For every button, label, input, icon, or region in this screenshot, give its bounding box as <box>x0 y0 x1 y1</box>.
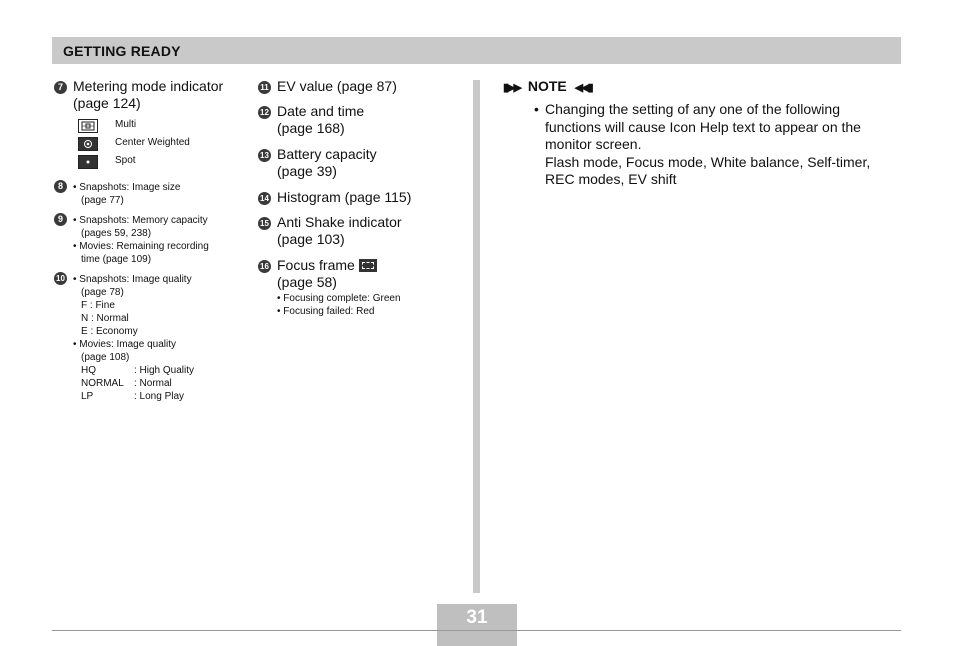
number-badge: 7 <box>54 81 67 94</box>
number-badge: 16 <box>258 260 271 273</box>
note-title: NOTE <box>527 78 567 94</box>
item-14 <box>258 189 411 206</box>
item-text: • Movies: Remaining recording <box>73 241 209 252</box>
number-badge: 15 <box>258 217 271 230</box>
section-title: GETTING READY <box>63 43 181 59</box>
note-line: Flash mode, Focus mode, White balance, Self-timer, <box>545 153 871 170</box>
item-text: (page 168) <box>277 120 345 136</box>
item-text: Histogram (page 115) <box>277 189 412 205</box>
item-text: • Snapshots: Image size <box>73 182 181 193</box>
item-text: Anti Shake indicator <box>277 214 402 230</box>
item-text: E : Economy <box>81 326 138 337</box>
item-11 <box>258 78 397 95</box>
metering-label: Spot <box>115 155 136 166</box>
bullet: • <box>534 101 539 117</box>
item-12 <box>258 103 364 137</box>
item-13 <box>258 146 377 180</box>
quality-row <box>54 391 184 402</box>
item-text: F : Fine <box>81 300 115 311</box>
item-text: Metering mode indicator <box>73 78 224 94</box>
center-weighted-icon <box>78 137 98 151</box>
item-text: (page 39) <box>277 163 337 179</box>
item-15 <box>258 214 402 248</box>
note-arrow-left-icon: ◀◀▮ <box>574 82 592 94</box>
number-badge: 14 <box>258 192 271 205</box>
header-bar <box>52 37 901 64</box>
item-7 <box>54 78 223 112</box>
item-16 <box>258 257 377 291</box>
quality-key: HQ <box>81 365 96 376</box>
item-text: N : Normal <box>81 313 129 324</box>
note-line: monitor screen. <box>545 136 642 152</box>
number-badge: 11 <box>258 81 271 94</box>
page-number-tab <box>437 631 517 646</box>
item-text: (page 58) <box>277 274 337 290</box>
note-body <box>534 101 904 189</box>
quality-value: : Normal <box>134 378 172 389</box>
item-text: • Focusing failed: Red <box>277 306 375 317</box>
item-16-bullets <box>277 292 401 318</box>
note-line: Changing the setting of any one of the following <box>545 101 840 117</box>
number-badge: 10 <box>54 272 67 285</box>
item-text: • Movies: Image quality <box>73 339 176 350</box>
item-text: • Snapshots: Memory capacity <box>73 215 208 226</box>
metering-label: Center Weighted <box>115 137 190 148</box>
quality-row <box>54 378 172 389</box>
item-text: (page 77) <box>81 195 124 206</box>
column-divider <box>473 80 480 593</box>
page-number: 31 <box>437 604 517 630</box>
metering-label: Multi <box>115 119 137 130</box>
number-badge: 8 <box>54 180 67 193</box>
quality-value: : High Quality <box>134 365 195 376</box>
quality-key: LP <box>81 391 94 402</box>
note-line: functions will cause Icon Help text to appear on the <box>545 118 861 135</box>
item-8 <box>54 180 180 207</box>
number-badge: 13 <box>258 149 271 162</box>
item-text: Battery capacity <box>277 146 377 162</box>
number-badge: 9 <box>54 213 67 226</box>
note-heading <box>503 78 592 94</box>
item-10 <box>54 272 194 403</box>
item-text: • Snapshots: Image quality <box>73 274 192 285</box>
item-text: (page 108) <box>81 352 130 363</box>
item-text: (page 124) <box>73 95 141 111</box>
quality-key: NORMAL <box>81 378 124 389</box>
item-text: (page 103) <box>277 231 345 247</box>
item-text: Focus frame <box>277 257 355 273</box>
item-text: (page 78) <box>81 287 124 298</box>
item-text: time (page 109) <box>81 254 152 265</box>
focus-frame-icon <box>359 259 377 272</box>
item-text: Date and time <box>277 103 365 119</box>
note-arrow-right-icon: ▮▶▶ <box>503 82 520 94</box>
item-text: (pages 59, 238) <box>81 228 152 239</box>
multi-metering-icon <box>78 119 98 133</box>
item-9 <box>54 213 209 266</box>
item-text: EV value (page 87) <box>277 78 397 94</box>
number-badge: 12 <box>258 106 271 119</box>
quality-row <box>54 365 194 376</box>
item-text: • Focusing complete: Green <box>277 293 401 304</box>
spot-metering-icon <box>78 155 98 169</box>
quality-value: : Long Play <box>134 391 185 402</box>
note-line: REC modes, EV shift <box>545 171 677 187</box>
